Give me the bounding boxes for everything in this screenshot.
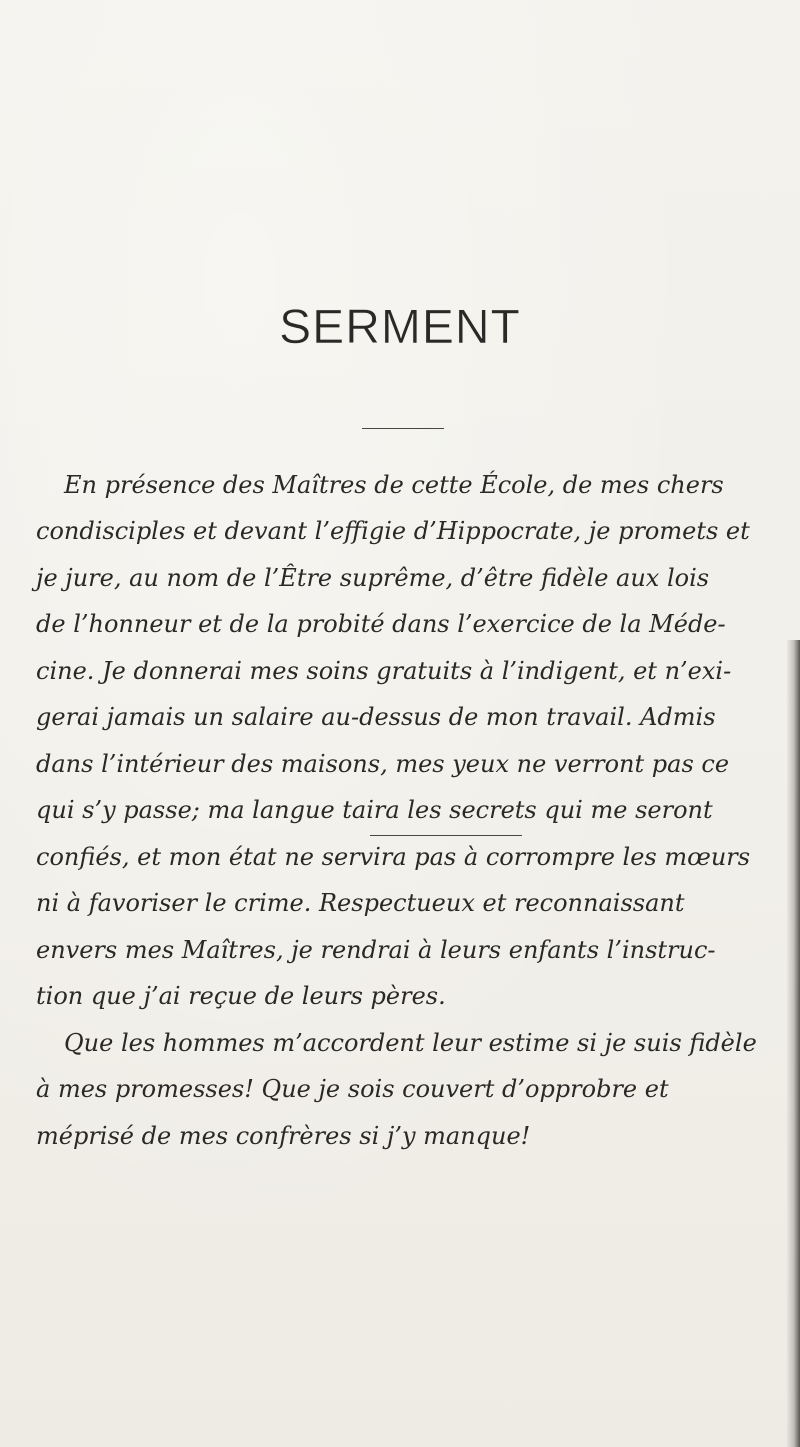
text-line: qui s’y passe; ma langue taira les secrets qui me seront [36,796,713,824]
text-line: ni à favoriser le crime. Respectueux et reconnaissant [36,889,685,917]
text-line: tion que j’ai reçue de leurs pères. [36,982,446,1010]
text-line: En présence des Maîtres de cette École, de mes chers [64,471,724,499]
page-edge-shadow [786,640,800,1447]
document-title: SERMENT [279,301,521,354]
text-line: confiés, et mon état ne servira pas à corrompre les mœurs [36,843,751,871]
text-line: je jure, au nom de l’Être suprême, d’être fidèle aux lois [36,564,710,592]
text-line: Que les hommes m’accordent leur estime si je suis fidèle [64,1029,757,1057]
text-line: condisciples et devant l’effigie d’Hippocrate, je promets et [36,517,750,545]
text-line: à mes promesses! Que je sois couvert d’opprobre et [36,1075,669,1103]
text-line: gerai jamais un salaire au-dessus de mon travail. Admis [36,703,716,731]
text-line: méprisé de mes confrères si j’y manque! [36,1122,531,1150]
closing-divider [370,835,522,836]
text-line: envers mes Maîtres, je rendrai à leurs enfants l’instruc- [36,936,716,964]
title-divider [362,428,444,429]
text-line: de l’honneur et de la probité dans l’exercice de la Méde- [36,610,726,638]
text-line: dans l’intérieur des maisons, mes yeux ne verront pas ce [36,750,730,778]
text-line: cine. Je donnerai mes soins gratuits à l’indigent, et n’exi- [36,657,732,685]
